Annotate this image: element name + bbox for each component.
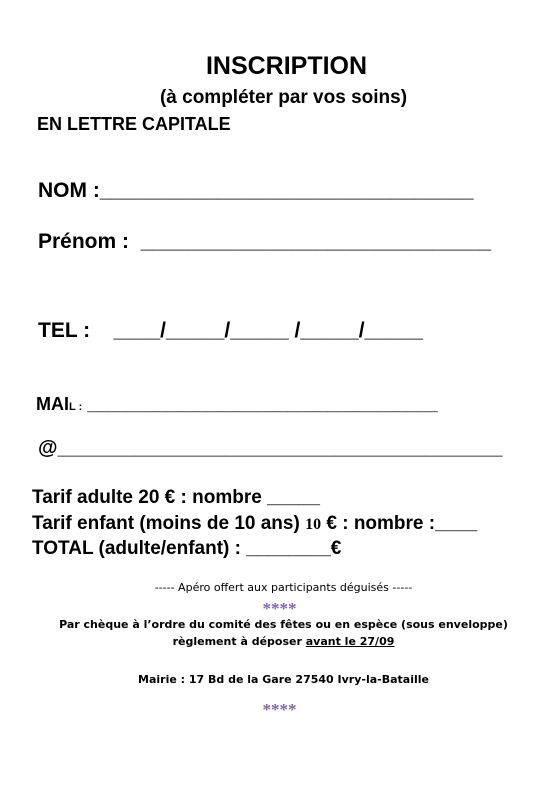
tarif-total: TOTAL (adulte/enfant) : ________€ [32,538,342,559]
tel-blank-line: ____/_____/_____ /_____/_____ [113,319,423,342]
mail-label: MAIL : [36,394,83,414]
deadline-note: règlement à déposer avant le 27/09 [172,635,395,648]
tarif-enfant: Tarif enfant (moins de 10 ans) 10 € : nombre :____ [32,513,478,534]
apero-note: ----- Apéro offert aux participants déguisés ----- [154,581,413,594]
nom-label: NOM : [38,179,100,202]
form-subtitle: (à compléter par vos soins) [159,87,408,108]
stars-separator-2: **** [262,700,297,719]
mairie-address: Mairie : 17 Bd de la Gare 27540 Ivry-la-Bataille [138,673,429,686]
prenom-blank-line: ______________________________ [140,230,492,253]
tel-field [38,319,423,343]
prenom-label: Prénom : [38,230,130,253]
mail-field [36,394,438,415]
tarif-enfant-price: 10 [305,516,322,533]
form-title: INSCRIPTION [205,52,368,80]
tarif-adulte: Tarif adulte 20 € : nombre _____ [32,487,320,508]
nom-field [38,179,474,203]
prenom-field [38,230,491,254]
at-field [38,437,502,460]
deadline-date: avant le 27/09 [305,635,395,648]
stars-separator-1: **** [262,599,297,618]
mail-blank-line: ___________________________________ [87,394,438,414]
at-blank-line: ________________________________________ [57,437,503,459]
tel-label: TEL : [38,319,91,342]
capitals-note: EN LETTRE CAPITALE [37,114,231,134]
at-label: @ [38,437,58,459]
payment-note: Par chèque à l’ordre du comité des fêtes ou en espèce (sous enveloppe) [59,618,508,631]
nom-blank-line: ________________________________ [99,179,474,202]
